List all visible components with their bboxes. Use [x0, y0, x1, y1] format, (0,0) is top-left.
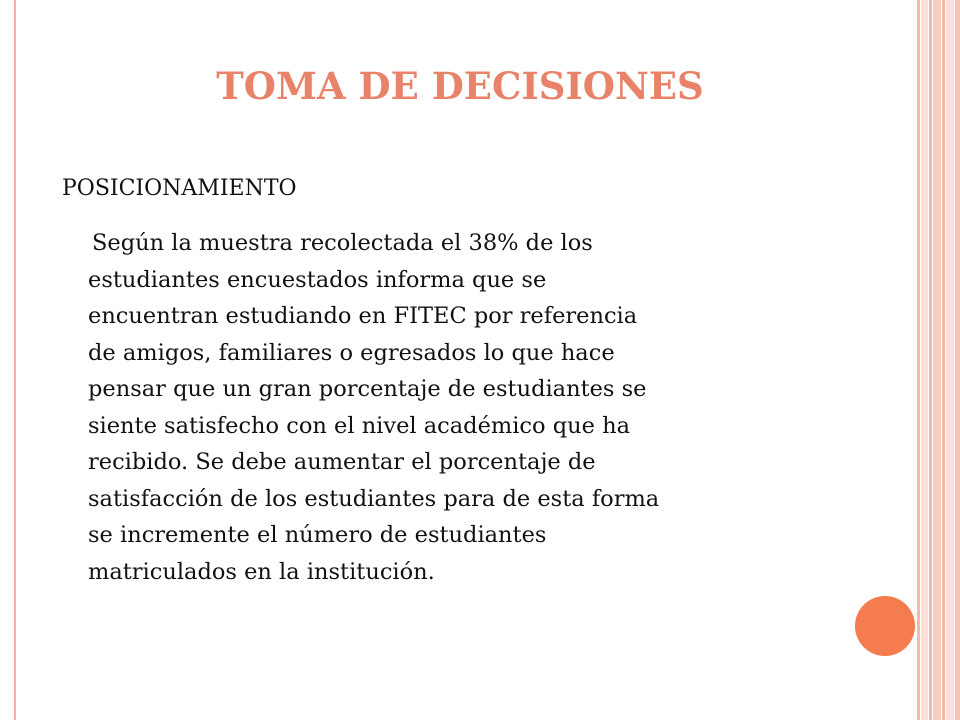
- right-stripe: [942, 0, 945, 720]
- right-stripe: [917, 0, 920, 720]
- body-line: encuentran estudiando en FITEC por referencia: [88, 303, 638, 329]
- body-line: satisfacción de los estudiantes para de esta forma: [88, 485, 660, 512]
- right-stripe: [946, 0, 954, 720]
- section-heading: POSICIONAMIENTO: [62, 176, 297, 201]
- body-line: siente satisfecho con el nivel académico que ha: [88, 412, 630, 439]
- body-line: se incremente el número de estudiantes: [88, 522, 547, 548]
- body-line: de amigos, familiares o egresados lo que hace: [88, 339, 615, 366]
- body-line: pensar que un gran porcentaje de estudiantes se: [88, 376, 647, 402]
- body-line: matriculados en la institución.: [88, 558, 435, 585]
- left-border-line: [14, 0, 16, 720]
- body-line: Según la muestra recolectada el 38% de los: [92, 230, 593, 256]
- slide-title: TOMA DE DECISIONES: [216, 64, 704, 108]
- decorative-circle: [855, 596, 915, 656]
- right-stripe: [933, 0, 941, 720]
- right-stripe: [929, 0, 932, 720]
- right-stripe: [955, 0, 960, 720]
- body-line: recibido. Se debe aumentar el porcentaje de: [88, 449, 596, 475]
- body-line: estudiantes encuestados informa que se: [88, 266, 547, 293]
- body-paragraph: [88, 225, 848, 590]
- right-stripe: [921, 0, 928, 720]
